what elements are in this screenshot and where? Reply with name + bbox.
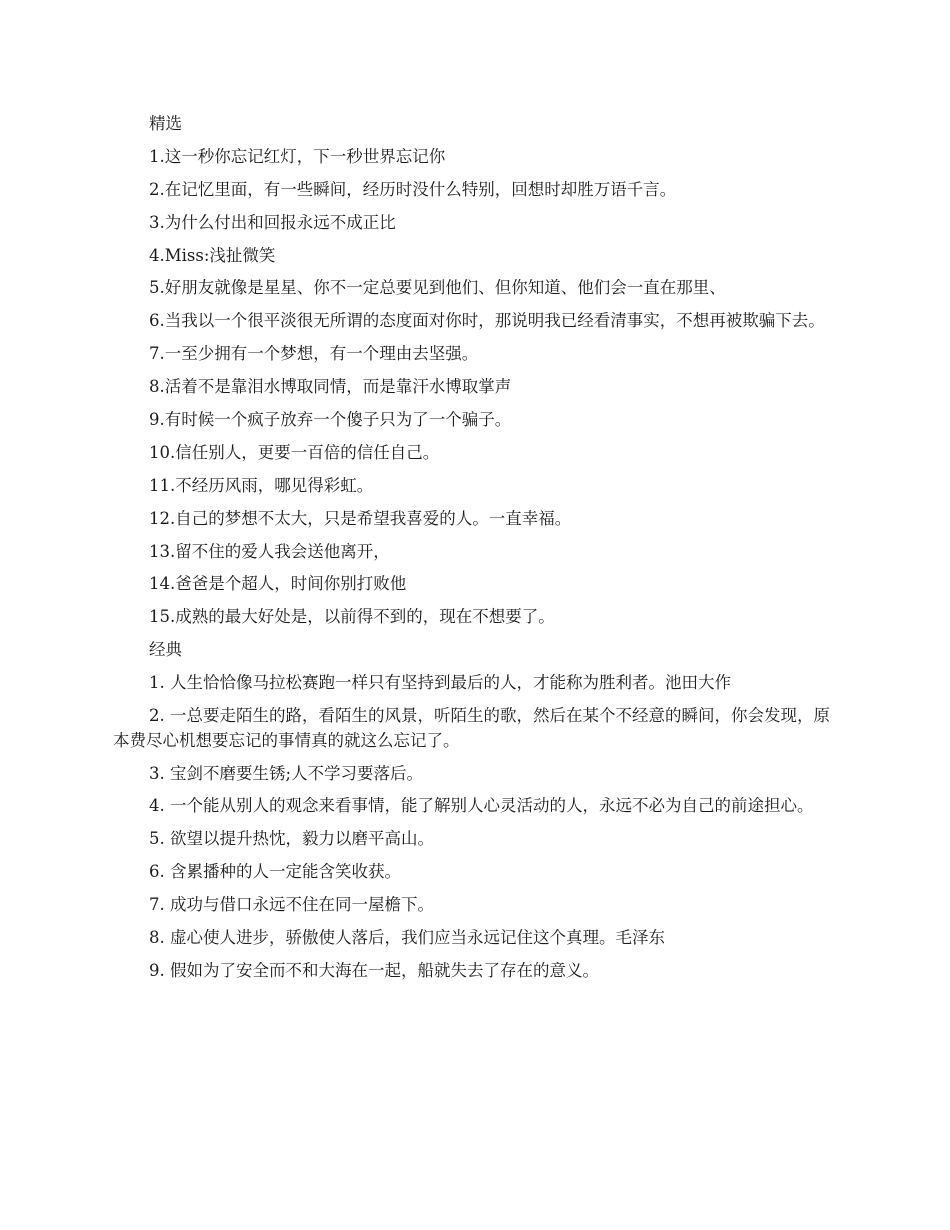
quote-item: 4. 一个能从别人的观念来看事情，能了解别人心灵活动的人，永远不必为自己的前途担心。 [149,796,814,816]
quote-item: 2. 一总要走陌生的路，看陌生的风景，听陌生的歌，然后在某个不经意的瞬间，你会发现，原本费尽心机想要忘记的事情真的就这么忘记了。 [113,706,830,750]
quote-item: 3.为什么付出和回报永远不成正比 [149,212,396,232]
quote-item: 5.好朋友就像是星星、你不一定总要见到他们、但你知道、他们会一直在那里、 [149,278,726,298]
quote-item: 11.不经历风雨，哪见得彩虹。 [149,475,374,495]
quote-item: 10.信任别人，更要一百倍的信任自己。 [149,442,440,462]
section-heading-jingxuan: 精选 [149,114,182,133]
document-body [113,112,840,992]
quote-item: 1. 人生恰恰像马拉松赛跑一样只有坚持到最后的人，才能称为胜利者。池田大作 [149,673,731,693]
quote-item: 7.一至少拥有一个梦想，有一个理由去坚强。 [149,344,479,364]
quote-item: 8. 虚心使人进步，骄傲使人落后，我们应当永远记住这个真理。毛泽东 [149,927,665,947]
quote-item: 2.在记忆里面，有一些瞬间，经历时没什么特别，回想时却胜万语千言。 [149,179,677,199]
quote-item: 1.这一秒你忘记红灯，下一秒世界忘记你 [149,146,446,166]
quote-item: 8.活着不是靠泪水博取同情，而是靠汗水博取掌声 [149,377,512,397]
quote-item: 4.Miss:浅扯微笑 [149,245,276,265]
quote-item: 15.成熟的最大好处是，以前得不到的，现在不想要了。 [149,607,555,627]
quote-item: 9.有时候一个疯子放弃一个傻子只为了一个骗子。 [149,410,512,430]
quote-item: 3. 宝剑不磨要生锈;人不学习要落后。 [149,763,424,783]
quote-item: 6.当我以一个很平淡很无所谓的态度面对你时，那说明我已经看清事实，不想再被欺骗下去。 [149,311,825,331]
quote-item: 9. 假如为了安全而不和大海在一起，船就失去了存在的意义。 [149,960,599,980]
quote-item: 12.自己的梦想不太大，只是希望我喜爱的人。一直幸福。 [149,508,572,528]
section-heading-jingdian: 经典 [149,640,182,660]
quote-item: 6. 含累播种的人一定能含笑收获。 [149,862,401,882]
quote-item: 14.爸爸是个超人，时间你别打败他 [149,574,407,594]
quote-item: 7. 成功与借口永远不住在同一屋檐下。 [149,895,434,915]
quote-item: 13.留不住的爱人我会送他离开， [149,541,390,561]
quote-item: 5. 欲望以提升热忱，毅力以磨平高山。 [149,829,434,849]
